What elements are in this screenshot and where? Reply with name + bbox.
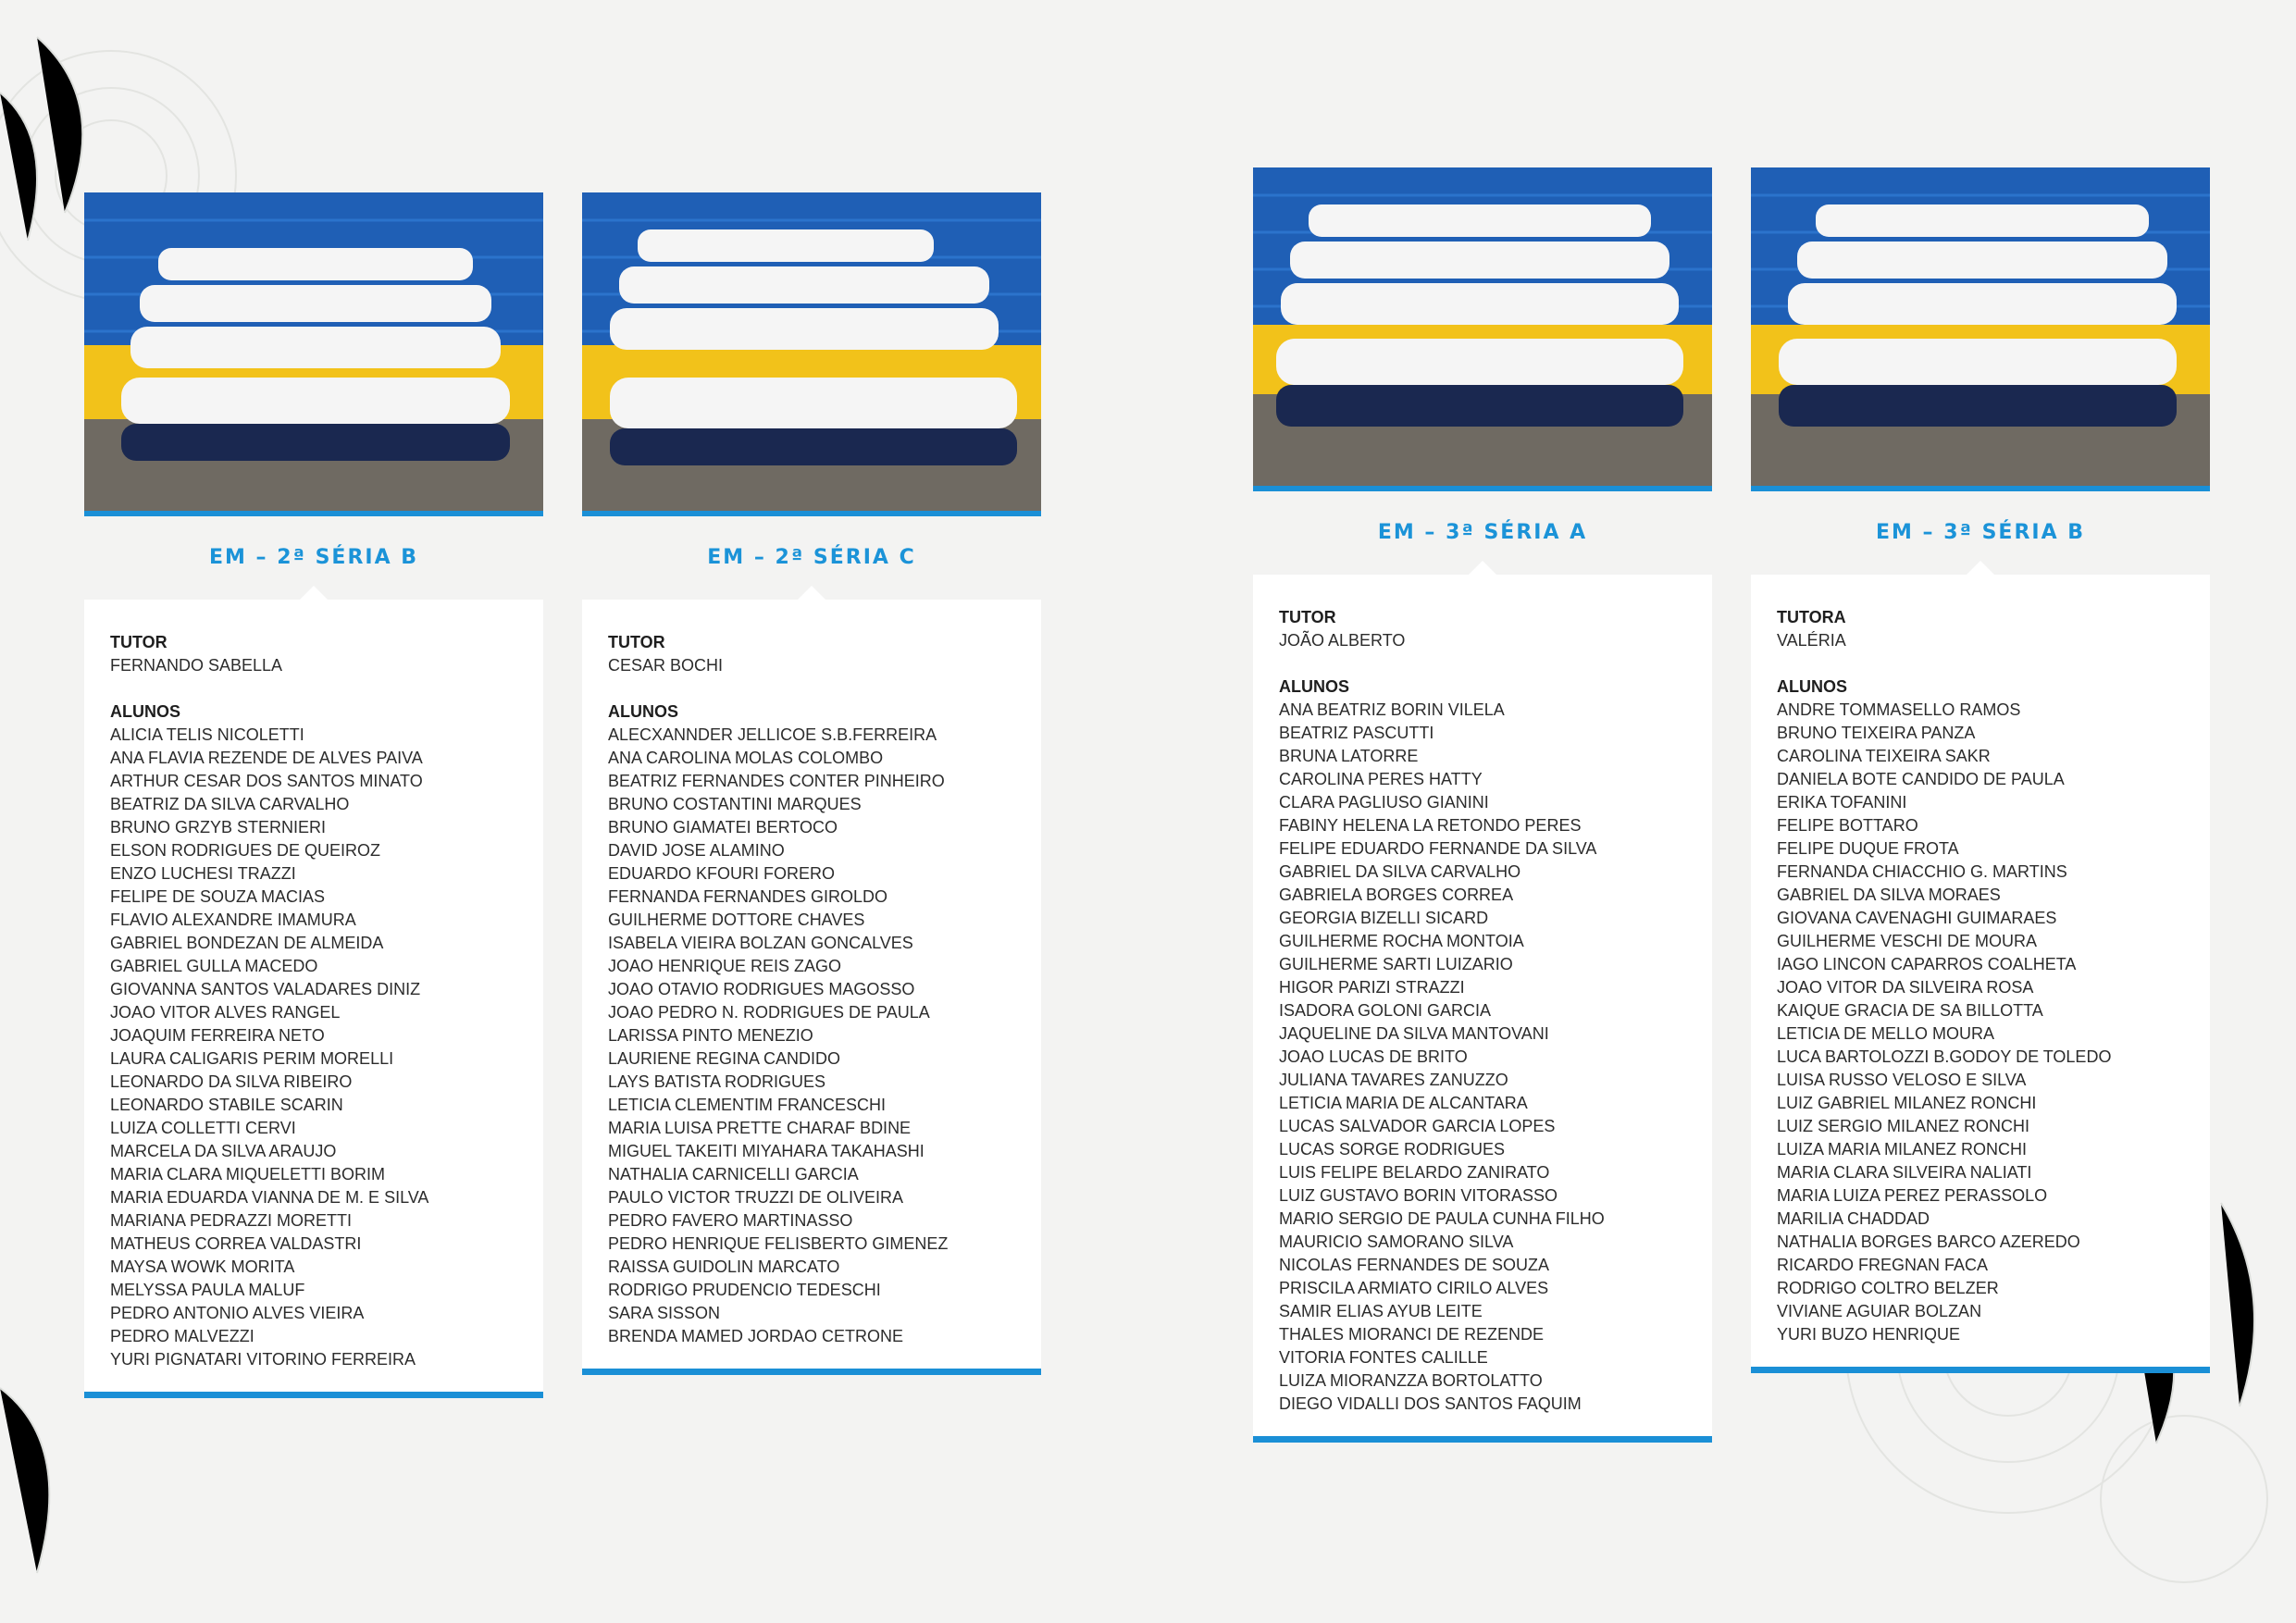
tutor-label: TUTOR xyxy=(1279,608,1336,626)
student-name: MARIANA PEDRAZZI MORETTI xyxy=(110,1211,353,1230)
student-name: ENZO LUCHESI TRAZZI xyxy=(110,864,296,883)
student-name: LUIZ GABRIEL MILANEZ RONCHI xyxy=(1777,1094,2037,1112)
roster-box xyxy=(84,600,543,1398)
student-name: DANIELA BOTE CANDIDO DE PAULA xyxy=(1777,770,2065,788)
student-name: ANA BEATRIZ BORIN VILELA xyxy=(1279,700,1505,719)
student-name: FELIPE DUQUE FROTA xyxy=(1777,839,1959,858)
roster-box xyxy=(582,600,1041,1375)
student-name: GABRIEL BONDEZAN DE ALMEIDA xyxy=(110,934,384,952)
student-name: PEDRO HENRIQUE FELISBERTO GIMENEZ xyxy=(608,1234,949,1253)
student-list xyxy=(1279,699,1686,1416)
student-name: CAROLINA TEIXEIRA SAKR xyxy=(1777,747,1991,765)
student-name: LUIZA MIORANZZA BORTOLATTO xyxy=(1279,1371,1543,1390)
student-name: JOAQUIM FERREIRA NETO xyxy=(110,1026,325,1045)
student-name: JOAO PEDRO N. RODRIGUES DE PAULA xyxy=(608,1003,930,1022)
students-label: ALUNOS xyxy=(1777,677,1847,696)
class-title: EM – 3ª SÉRIA A xyxy=(1377,521,1588,544)
student-name: MELYSSA PAULA MALUF xyxy=(110,1281,305,1299)
student-name: GUILHERME VESCHI DE MOURA xyxy=(1777,932,2038,950)
class-photo xyxy=(1253,167,1712,491)
class-photo xyxy=(84,192,543,516)
student-name: THALES MIORANCI DE REZENDE xyxy=(1279,1325,1545,1344)
student-name: SAMIR ELIAS AYUB LEITE xyxy=(1279,1302,1483,1320)
student-name: LUCAS SORGE RODRIGUES xyxy=(1279,1140,1506,1158)
student-name: ANDRE TOMMASELLO RAMOS xyxy=(1777,700,2021,719)
student-name: JOAO HENRIQUE REIS ZAGO xyxy=(608,957,842,975)
student-list xyxy=(110,724,517,1371)
student-name: MAYSA WOWK MORITA xyxy=(110,1258,295,1276)
students-label: ALUNOS xyxy=(608,702,678,721)
student-name: MARCELA DA SILVA ARAUJO xyxy=(110,1142,337,1160)
student-name: GABRIELA BORGES CORREA xyxy=(1279,886,1514,904)
class-card-2c xyxy=(582,192,1041,1375)
student-name: VIVIANE AGUIAR BOLZAN xyxy=(1777,1302,1982,1320)
student-name: FLAVIO ALEXANDRE IMAMURA xyxy=(110,911,356,929)
student-name: FERNANDA FERNANDES GIROLDO xyxy=(608,887,888,906)
student-name: BRUNO TEIXEIRA PANZA xyxy=(1777,724,1976,742)
student-name: GEORGIA BIZELLI SICARD xyxy=(1279,909,1489,927)
class-title: EM – 3ª SÉRIA B xyxy=(1875,521,2086,544)
student-name: LEONARDO STABILE SCARIN xyxy=(110,1096,343,1114)
student-name: GUILHERME DOTTORE CHAVES xyxy=(608,911,865,929)
student-name: LUCAS SALVADOR GARCIA LOPES xyxy=(1279,1117,1556,1135)
student-name: LUIZA MARIA MILANEZ RONCHI xyxy=(1777,1140,2028,1158)
student-name: DAVID JOSE ALAMINO xyxy=(608,841,785,860)
class-photo xyxy=(582,192,1041,516)
student-name: BRUNO GRZYB STERNIERI xyxy=(110,818,327,836)
tutor-name: CESAR BOCHI xyxy=(608,656,724,675)
student-name: JOAO VITOR ALVES RANGEL xyxy=(110,1003,341,1022)
student-name: FABINY HELENA LA RETONDO PERES xyxy=(1279,816,1582,835)
student-name: PEDRO FAVERO MARTINASSO xyxy=(608,1211,853,1230)
tutor-label: TUTORA xyxy=(1777,608,1846,626)
student-name: ALICIA TELIS NICOLETTI xyxy=(110,725,304,744)
tutor-name: JOÃO ALBERTO xyxy=(1279,631,1406,650)
student-name: VITORIA FONTES CALILLE xyxy=(1279,1348,1488,1367)
student-name: PRISCILA ARMIATO CIRILO ALVES xyxy=(1279,1279,1549,1297)
student-name: ANA CAROLINA MOLAS COLOMBO xyxy=(608,749,884,767)
student-name: MARIA LUISA PRETTE CHARAF BDINE xyxy=(608,1119,912,1137)
student-list xyxy=(608,724,1015,1348)
student-name: GIOVANA CAVENAGHI GUIMARAES xyxy=(1777,909,2057,927)
student-name: LUIZ GUSTAVO BORIN VITORASSO xyxy=(1279,1186,1558,1205)
student-name: NATHALIA CARNICELLI GARCIA xyxy=(608,1165,859,1183)
student-name: YURI BUZO HENRIQUE xyxy=(1777,1325,1961,1344)
student-name: JAQUELINE DA SILVA MANTOVANI xyxy=(1279,1024,1549,1043)
student-name: LAYS BATISTA RODRIGUES xyxy=(608,1072,826,1091)
student-name: LETICIA MARIA DE ALCANTARA xyxy=(1279,1094,1528,1112)
student-name: GABRIEL DA SILVA CARVALHO xyxy=(1279,862,1521,881)
student-list xyxy=(1777,699,2184,1346)
student-name: GABRIEL GULLA MACEDO xyxy=(110,957,318,975)
student-name: BEATRIZ FERNANDES CONTER PINHEIRO xyxy=(608,772,945,790)
student-name: RODRIGO PRUDENCIO TEDESCHI xyxy=(608,1281,881,1299)
student-name: JOAO OTAVIO RODRIGUES MAGOSSO xyxy=(608,980,915,998)
student-name: IAGO LINCON CAPARROS COALHETA xyxy=(1777,955,2077,973)
student-name: CAROLINA PERES HATTY xyxy=(1279,770,1483,788)
class-card-3b xyxy=(1751,167,2210,1373)
student-name: FELIPE BOTTARO xyxy=(1777,816,1918,835)
student-name: LUIS FELIPE BELARDO ZANIRATO xyxy=(1279,1163,1550,1182)
student-name: JULIANA TAVARES ZANUZZO xyxy=(1279,1071,1508,1089)
student-name: LETICIA DE MELLO MOURA xyxy=(1777,1024,1995,1043)
student-name: MARIA LUIZA PEREZ PERASSOLO xyxy=(1777,1186,2048,1205)
student-name: MARIA CLARA MIQUELETTI BORIM xyxy=(110,1165,386,1183)
student-name: GUILHERME SARTI LUIZARIO xyxy=(1279,955,1513,973)
tutor-name: FERNANDO SABELLA xyxy=(110,656,283,675)
student-name: KAIQUE GRACIA DE SA BILLOTTA xyxy=(1777,1001,2043,1020)
student-name: LARISSA PINTO MENEZIO xyxy=(608,1026,813,1045)
student-name: JOAO VITOR DA SILVEIRA ROSA xyxy=(1777,978,2034,997)
student-name: RAISSA GUIDOLIN MARCATO xyxy=(608,1258,840,1276)
student-name: GUILHERME ROCHA MONTOIA xyxy=(1279,932,1524,950)
student-name: RODRIGO COLTRO BELZER xyxy=(1777,1279,1999,1297)
student-name: LUISA RUSSO VELOSO E SILVA xyxy=(1777,1071,2027,1089)
student-name: NATHALIA BORGES BARCO AZEREDO xyxy=(1777,1233,2080,1251)
student-name: BRUNO GIAMATEI BERTOCO xyxy=(608,818,838,836)
student-name: BEATRIZ DA SILVA CARVALHO xyxy=(110,795,350,813)
student-name: PEDRO ANTONIO ALVES VIEIRA xyxy=(110,1304,365,1322)
student-name: BRUNO COSTANTINI MARQUES xyxy=(608,795,862,813)
student-name: LAURIENE REGINA CANDIDO xyxy=(608,1049,841,1068)
student-name: EDUARDO KFOURI FORERO xyxy=(608,864,836,883)
class-card-2b xyxy=(84,192,543,1398)
student-name: MARIA CLARA SILVEIRA NALIATI xyxy=(1777,1163,2032,1182)
student-name: RICARDO FREGNAN FACA xyxy=(1777,1256,1989,1274)
student-name: FELIPE EDUARDO FERNANDE DA SILVA xyxy=(1279,839,1597,858)
student-name: BRUNA LATORRE xyxy=(1279,747,1419,765)
student-name: NICOLAS FERNANDES DE SOUZA xyxy=(1279,1256,1550,1274)
student-name: GABRIEL DA SILVA MORAES xyxy=(1777,886,2001,904)
student-name: BEATRIZ PASCUTTI xyxy=(1279,724,1434,742)
student-name: HIGOR PARIZI STRAZZI xyxy=(1279,978,1465,997)
student-name: SARA SISSON xyxy=(608,1304,721,1322)
student-name: MARIO SERGIO DE PAULA CUNHA FILHO xyxy=(1279,1209,1605,1228)
student-name: MARIA EDUARDA VIANNA DE M. E SILVA xyxy=(110,1188,429,1207)
tutor-name: VALÉRIA xyxy=(1777,631,1846,650)
student-name: FERNANDA CHIACCHIO G. MARTINS xyxy=(1777,862,2067,881)
student-name: LETICIA CLEMENTIM FRANCESCHI xyxy=(608,1096,887,1114)
tutor-label: TUTOR xyxy=(608,633,665,651)
class-title: EM – 2ª SÉRIA B xyxy=(208,546,419,569)
student-name: GIOVANNA SANTOS VALADARES DINIZ xyxy=(110,980,421,998)
student-name: LUIZ SERGIO MILANEZ RONCHI xyxy=(1777,1117,2030,1135)
students-label: ALUNOS xyxy=(110,702,180,721)
roster-box xyxy=(1253,575,1712,1443)
student-name: LUIZA COLLETTI CERVI xyxy=(110,1119,296,1137)
student-name: PAULO VICTOR TRUZZI DE OLIVEIRA xyxy=(608,1188,904,1207)
class-title: EM – 2ª SÉRIA C xyxy=(707,546,916,569)
student-name: MAURICIO SAMORANO SILVA xyxy=(1279,1233,1514,1251)
student-name: ELSON RODRIGUES DE QUEIROZ xyxy=(110,841,381,860)
student-name: LEONARDO DA SILVA RIBEIRO xyxy=(110,1072,353,1091)
student-name: JOAO LUCAS DE BRITO xyxy=(1279,1047,1468,1066)
student-name: MATHEUS CORREA VALDASTRI xyxy=(110,1234,362,1253)
tutor-label: TUTOR xyxy=(110,633,168,651)
student-name: MIGUEL TAKEITI MIYAHARA TAKAHASHI xyxy=(608,1142,925,1160)
class-photo xyxy=(1751,167,2210,491)
student-name: MARILIA CHADDAD xyxy=(1777,1209,1930,1228)
student-name: BRENDA MAMED JORDAO CETRONE xyxy=(608,1327,904,1345)
student-name: LUCA BARTOLOZZI B.GODOY DE TOLEDO xyxy=(1777,1047,2112,1066)
student-name: YURI PIGNATARI VITORINO FERREIRA xyxy=(110,1350,416,1369)
student-name: PEDRO MALVEZZI xyxy=(110,1327,254,1345)
student-name: ARTHUR CESAR DOS SANTOS MINATO xyxy=(110,772,423,790)
student-name: ALECXANNDER JELLICOE S.B.FERREIRA xyxy=(608,725,937,744)
student-name: ISADORA GOLONI GARCIA xyxy=(1279,1001,1492,1020)
student-name: DIEGO VIDALLI DOS SANTOS FAQUIM xyxy=(1279,1394,1582,1413)
roster-box xyxy=(1751,575,2210,1373)
student-name: ERIKA TOFANINI xyxy=(1777,793,1907,812)
students-label: ALUNOS xyxy=(1279,677,1349,696)
class-card-3a xyxy=(1253,167,1712,1443)
student-name: FELIPE DE SOUZA MACIAS xyxy=(110,887,326,906)
student-name: CLARA PAGLIUSO GIANINI xyxy=(1279,793,1489,812)
student-name: ANA FLAVIA REZENDE DE ALVES PAIVA xyxy=(110,749,423,767)
student-name: ISABELA VIEIRA BOLZAN GONCALVES xyxy=(608,934,913,952)
student-name: LAURA CALIGARIS PERIM MORELLI xyxy=(110,1049,394,1068)
